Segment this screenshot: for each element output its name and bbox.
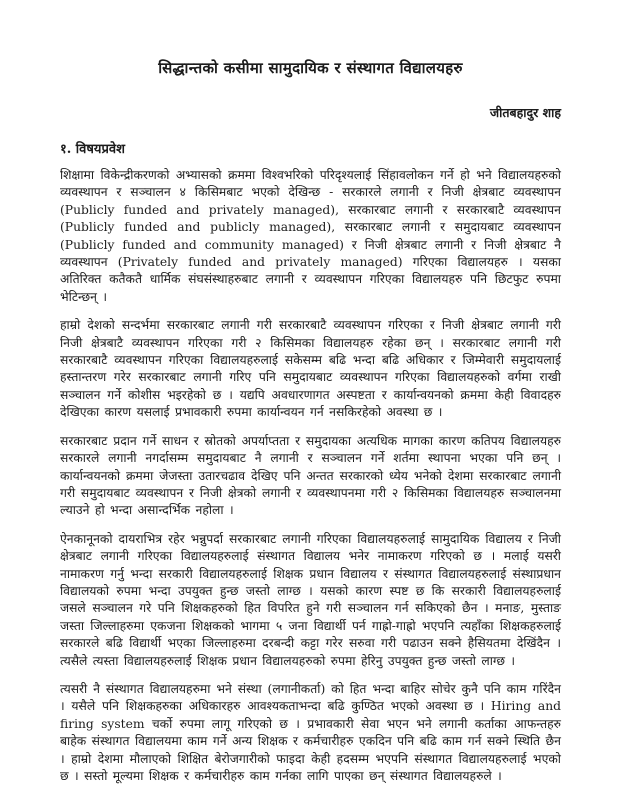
paragraph-1: शिक्षामा विकेन्द्रीकरणको अभ्यासको क्रममा विश्वभरिको परिदृश्यलाई सिंहावलोकन गर्ने हो भने विद्यालयहरुको व्यवस्थापन र सञ्चालन ४ किसिमबाट भएको देखिन्छ - सरकारले लगानी र निजी क्षेत्रबाट व्यवस्थापन (Publicly funded and privately managed), सरकारबाट लगानी र सरकारबाटै व्यवस्थापन (Publicly funded and publicly managed), सरकारबाट लगानी र समुदायबाट व्यवस्थापन (Publicly funded and community managed) र निजी क्षेत्रबाट लगानी र निजी क्षेत्रबाट नै व्यवस्थापन (Privately funded and privately managed) गरिएका विद्यालयहरु । यसका अतिरिक्त कतैकतै धार्मिक संघसंस्थाहरुबाट लगानी र व्यवस्थापन गरिएका विद्यालयहरु पनि छिटफुट रुपमा भेटिन्छन् । xyxy=(60,168,561,304)
page-title: सिद्धान्तको कसीमा सामुदायिक र संस्थागत विद्यालयहरु xyxy=(158,59,463,77)
paragraph-2: हाम्रो देशको सन्दर्भमा सरकारबाट लगानी गरी सरकारबाटै व्यवस्थापन गरिएका र निजी क्षेत्रबाट लगानी गरी निजी क्षेत्रबाटै व्यवस्थापन गरिएका गरी २ किसिमका विद्यालयहरु रहेका छन् । सरकारबाट लगानी गरी सरकारबाटै व्यवस्थापन गरिएका विद्यालयहरुलाई सकेसम्म बढि भन्दा बढि अधिकार र जिम्मेवारी समुदायलाई हस्तान्तरण गरेर सरकारबाट लगानी गरिए पनि समुदायबाट व्यवस्थापन गरिएका विद्यालयहरुको वर्गमा राखी सञ्चालन गर्ने कोशीस भइरहेको छ । यद्यपि अवधारणागत अस्पष्टता र कार्यान्वयनको क्रममा केही विवादहरु देखिएका कारण यसलाई प्रभावकारी रुपमा कार्यान्वयन गर्न नसकिरहेको अवस्था छ । xyxy=(60,318,561,420)
author-byline: जीतबहादुर शाह xyxy=(489,105,561,120)
paragraph-4: ऐनकानूनको दायराभित्र रहेर भन्नुपर्दा सरकारबाट लगानी गरिएका विद्यालयहरुलाई सामुदायिक विद्यालय र निजी क्षेत्रबाट लगानी गरिएका विद्यालयहरुलाई संस्थागत विद्यालय भनेर नामाकरण गरिएको छ । मलाई यसरी नामाकरण गर्नु भन्दा सरकारी विद्यालयहरुलाई शिक्षक प्रधान विद्यालय र संस्थागत विद्यालयहरुलाई संस्थाप्रधान विद्यालयको रुपमा भन्दा उपयुक्त हुन्छ जस्तो लाग्छ । यसको कारण स्पष्ट छ कि सरकारी विद्यालयहरुलाई जसले सञ्चालन गरे पनि शिक्षकहरुको हित विपरित हुने गरी सञ्चालन गर्न सकिएको छैन । मनाङ, मुस्ताङ जस्ता जिल्लाहरुमा एकजना शिक्षकको भागमा ५ जना विद्यार्थी पर्न गाह्रो-गाह्रो भएपनि त्यहाँका शिक्षकहरुलाई सरकारले बढि विद्यार्थी भएका जिल्लाहरुमा दरबन्दी कट्टा गरेर सरुवा गरी पढाउन सक्ने हैसियतमा देखिंदैन । त्यसैले त्यस्ता विद्यालयहरुलाई शिक्षक प्रधान विद्यालयहरुको रुपमा हेरिनु उपयुक्त हुन्छ जस्तो लाग्छ । xyxy=(60,531,561,668)
paragraph-5: त्यसरी नै संस्थागत विद्यालयहरुमा भने संस्था (लगानीकर्ता) को हित भन्दा बाहिर सोचेर कुनै पनि काम गरिंदैन । यसैले पनि शिक्षकहरुका अधिकारहरु आवश्यकताभन्दा बढि कुण्ठित भएको अवस्था छ । Hiring and firing system चर्को रुपमा लागू गरिएको छ । प्रभावकारी सेवा भएन भने लगानी कर्ताका आफन्तहरु बाहेक संस्थागत विद्यालयमा काम गर्ने अन्य शिक्षक र कर्मचारीहरु एकदिन पनि बढि काम गर्न सक्ने स्थिति छैन । हाम्रो देशमा मौलाएको शिक्षित बेरोजगारीको फाइदा केही हदसम्म भएपनि संस्थागत विद्यालयहरुलाई भएको छ । सस्तो मूल्यमा शिक्षक र कर्मचारीहरु काम गर्नका लागि पाएका छन् संस्थागत विद्यालयहरुले । xyxy=(60,681,561,783)
paragraph-3: सरकारबाट प्रदान गर्ने साधन र स्रोतको अपर्याप्तता र समुदायका अत्यधिक मागका कारण कतिपय विद्यालयहरु सरकारले लगानी नगर्दासम्म समुदायबाट नै लगानी र सञ्चालन गर्ने शर्तमा स्थापना भएका पनि छन् । कार्यान्वयनको क्रममा जेजस्ता उतारचढाव देखिए पनि अन्तत सरकारको ध्येय भनेको देशमा सरकारबाट लगानी गरी समुदायबाट व्यवस्थापन र निजी क्षेत्रको लगानी र व्यवस्थापनमा गरी २ किसिमका विद्यालयहरु सञ्चालनमा ल्याउने हो भन्दा असान्दर्भिक नहोला । xyxy=(60,433,561,518)
section-heading: १. विषयप्रवेश xyxy=(60,142,125,157)
